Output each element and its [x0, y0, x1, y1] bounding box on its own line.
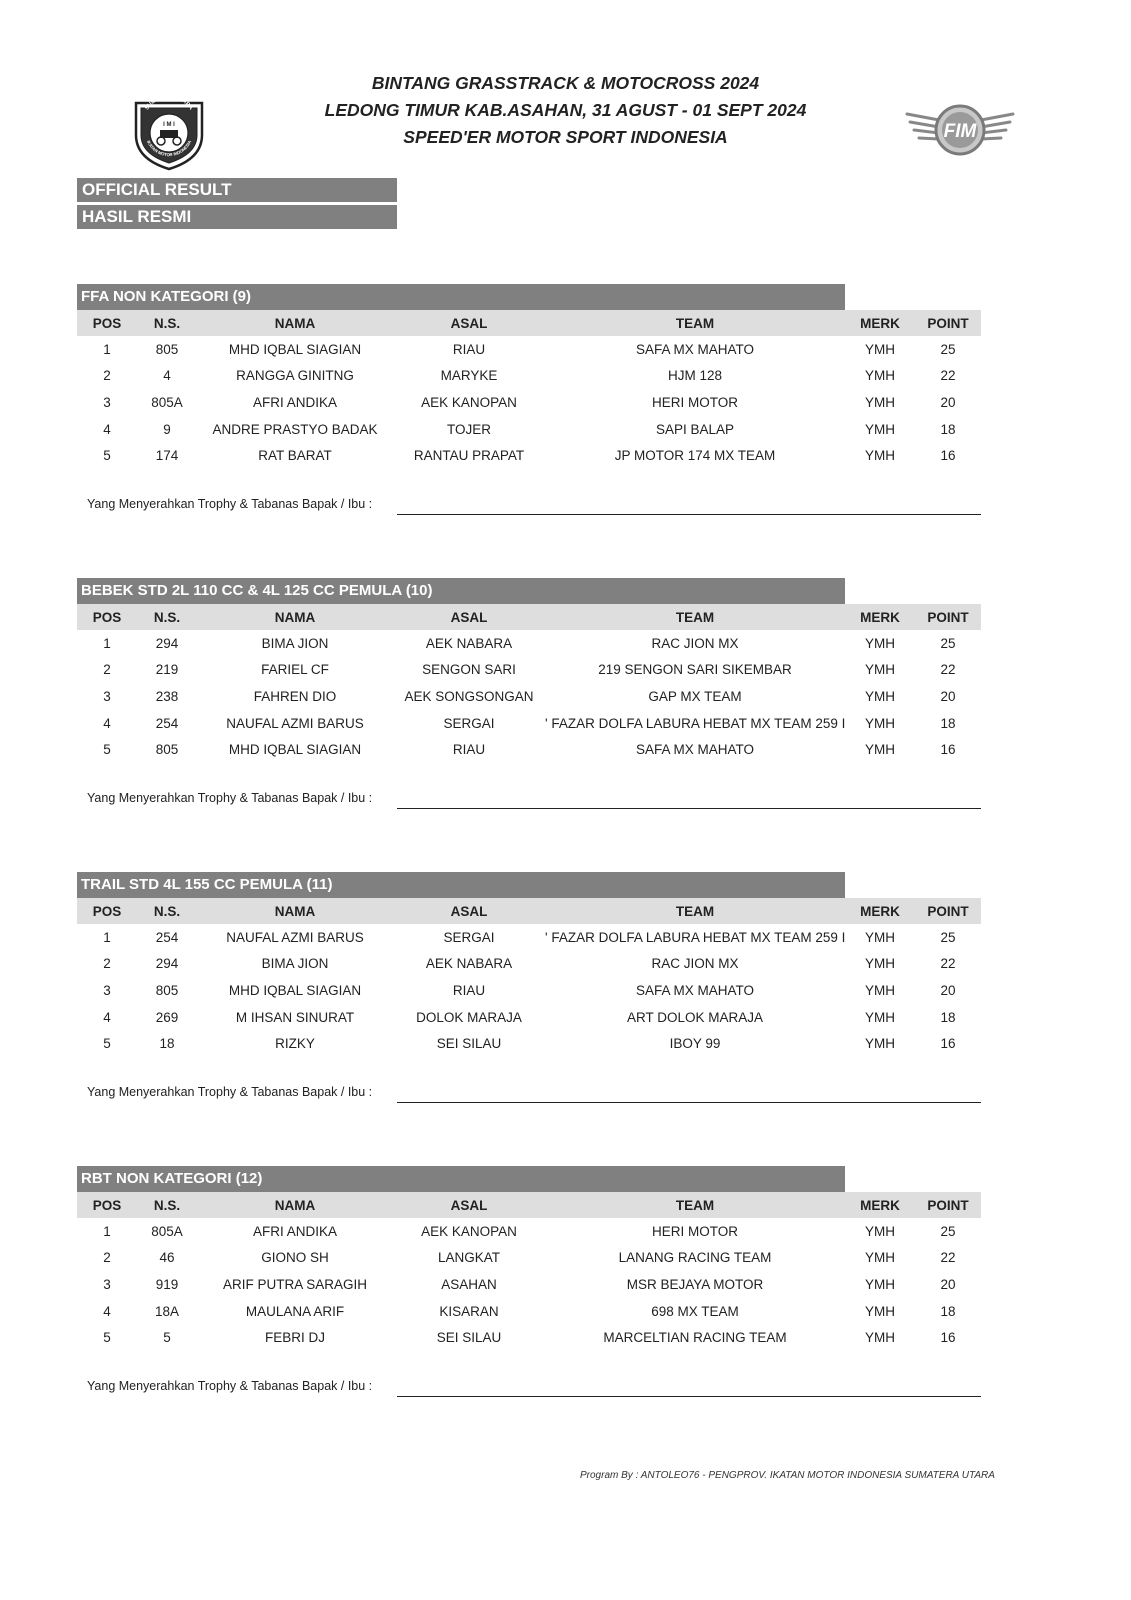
- cell-pos: 3: [103, 982, 111, 998]
- cell-nama: FAHREN DIO: [253, 688, 337, 704]
- cell-asal: MARYKE: [440, 368, 498, 384]
- cell-team: GAP MX TEAM: [648, 688, 742, 704]
- cell-ns: 254: [155, 715, 179, 731]
- cell-asal: KISARAN: [439, 1303, 499, 1319]
- hasil-resmi-label: HASIL RESMI: [77, 205, 397, 229]
- column-header-asal: ASAL: [393, 898, 545, 924]
- column-header-team: TEAM: [545, 1192, 845, 1218]
- cell-merk: YMH: [865, 929, 895, 945]
- cell-team: HJM 128: [667, 368, 723, 384]
- category-section: [77, 872, 981, 1105]
- cell-asal: AEK KANOPAN: [421, 1223, 517, 1239]
- cell-asal: AEK NABARA: [425, 956, 513, 972]
- cell-ns: 219: [155, 662, 179, 678]
- cell-pos: 1: [103, 341, 111, 357]
- category-section: [77, 1166, 981, 1399]
- cell-merk: YMH: [865, 341, 895, 357]
- logo-arc-bottom-text: IKATAN MOTOR INDONESIA: [145, 139, 193, 158]
- table-row: [77, 1004, 981, 1031]
- table-row: [77, 1271, 981, 1298]
- cell-pos: 5: [103, 448, 111, 464]
- fim-logo-icon: [905, 100, 1015, 162]
- event-location-date: LEDONG TIMUR KAB.ASAHAN, 31 AGUST - 01 SEPT 2024: [324, 100, 807, 120]
- imi-sumut-logo-icon: [130, 93, 208, 171]
- category-section: [77, 284, 981, 517]
- column-header-asal: ASAL: [393, 310, 545, 336]
- column-header-pos: POS: [77, 310, 137, 336]
- cell-asal: SERGAI: [443, 929, 495, 945]
- cell-nama: FEBRI DJ: [264, 1330, 325, 1346]
- column-header-merk: MERK: [845, 310, 915, 336]
- category-title: BEBEK STD 2L 110 CC & 4L 125 CC PEMULA (10): [77, 578, 845, 604]
- table-row: [77, 736, 981, 763]
- results-table: [77, 898, 981, 1057]
- cell-merk: YMH: [865, 662, 895, 678]
- column-header-point: POINT: [915, 1192, 981, 1218]
- cell-ns: 294: [155, 956, 179, 972]
- cell-point: 18: [940, 1009, 956, 1025]
- column-header-ns: N.S.: [137, 310, 197, 336]
- column-header-ns: N.S.: [137, 604, 197, 630]
- cell-merk: YMH: [865, 368, 895, 384]
- table-row: [77, 710, 981, 737]
- trophy-signature-line: [77, 493, 981, 517]
- logo-arc-top-text: SUMATERA UTARA: [144, 93, 194, 112]
- cell-asal: RANTAU PRAPAT: [413, 448, 525, 464]
- cell-ns: 254: [155, 929, 179, 945]
- cell-nama: RANGGA GINITNG: [236, 368, 354, 384]
- trophy-signature-line: [77, 1081, 981, 1105]
- cell-team: JP MOTOR 174 MX TEAM: [614, 448, 776, 464]
- cell-point: 16: [940, 1330, 956, 1346]
- cell-ns: 174: [155, 448, 179, 464]
- cell-point: 25: [940, 1223, 956, 1239]
- results-table: [77, 604, 981, 763]
- cell-asal: AEK KANOPAN: [421, 394, 517, 410]
- cell-point: 18: [940, 421, 956, 437]
- table-header-row: [77, 604, 981, 630]
- category-section: [77, 578, 981, 811]
- cell-nama: GIONO SH: [261, 1250, 329, 1266]
- cell-asal: AEK NABARA: [425, 635, 513, 651]
- cell-ns: 294: [155, 635, 179, 651]
- cell-point: 22: [940, 956, 956, 972]
- cell-team: RAC JION MX: [651, 956, 739, 972]
- cell-team: IBOY 99: [669, 1036, 721, 1052]
- category-title: FFA NON KATEGORI (9): [77, 284, 845, 310]
- cell-merk: YMH: [865, 1036, 895, 1052]
- event-organizer: SPEED'ER MOTOR SPORT INDONESIA: [403, 127, 728, 147]
- table-row: [77, 336, 981, 363]
- cell-ns: 5: [163, 1330, 171, 1346]
- cell-merk: YMH: [865, 1303, 895, 1319]
- cell-merk: YMH: [865, 956, 895, 972]
- cell-pos: 5: [103, 1036, 111, 1052]
- cell-nama: FARIEL CF: [261, 662, 329, 678]
- cell-merk: YMH: [865, 982, 895, 998]
- cell-point: 22: [940, 368, 956, 384]
- cell-pos: 4: [103, 421, 111, 437]
- table-row: [77, 1030, 981, 1057]
- cell-pos: 2: [103, 662, 111, 678]
- cell-point: 22: [940, 1250, 956, 1266]
- cell-asal: RIAU: [452, 982, 486, 998]
- cell-merk: YMH: [865, 448, 895, 464]
- cell-team: SAFA MX MAHATO: [635, 341, 755, 357]
- results-table: [77, 310, 981, 469]
- category-title: RBT NON KATEGORI (12): [77, 1166, 845, 1192]
- cell-pos: 3: [103, 1276, 111, 1292]
- cell-ns: 805A: [151, 394, 183, 410]
- cell-pos: 4: [103, 1009, 111, 1025]
- cell-ns: 805: [155, 982, 179, 998]
- cell-nama: MHD IQBAL SIAGIAN: [228, 341, 362, 357]
- column-header-asal: ASAL: [393, 604, 545, 630]
- column-header-ns: N.S.: [137, 898, 197, 924]
- cell-point: 25: [940, 635, 956, 651]
- cell-pos: 1: [103, 1223, 111, 1239]
- trophy-label: Yang Menyerahkan Trophy & Tabanas Bapak / Ibu :: [87, 1378, 373, 1393]
- column-header-nama: NAMA: [197, 604, 393, 630]
- cell-pos: 4: [103, 1303, 111, 1319]
- column-header-nama: NAMA: [197, 898, 393, 924]
- trophy-signature-line: [77, 1375, 981, 1399]
- column-header-pos: POS: [77, 898, 137, 924]
- cell-pos: 2: [103, 1250, 111, 1266]
- cell-point: 16: [940, 742, 956, 758]
- cell-team: ' FAZAR DOLFA LABURA HEBAT MX TEAM 259 I: [545, 929, 845, 945]
- cell-team: SAFA MX MAHATO: [635, 982, 755, 998]
- trophy-label: Yang Menyerahkan Trophy & Tabanas Bapak / Ibu :: [87, 790, 373, 805]
- column-header-point: POINT: [915, 898, 981, 924]
- table-header-row: [77, 1192, 981, 1218]
- cell-team: SAPI BALAP: [655, 421, 735, 437]
- cell-asal: SENGON SARI: [422, 662, 516, 678]
- cell-merk: YMH: [865, 1276, 895, 1292]
- cell-nama: MHD IQBAL SIAGIAN: [228, 982, 362, 998]
- cell-pos: 1: [103, 635, 111, 651]
- table-row: [77, 442, 981, 469]
- cell-ns: 18A: [154, 1303, 180, 1319]
- table-row: [77, 977, 981, 1004]
- cell-merk: YMH: [865, 1009, 895, 1025]
- cell-nama: ARIF PUTRA SARAGIH: [222, 1276, 368, 1292]
- cell-asal: LANGKAT: [437, 1250, 500, 1266]
- cell-pos: 2: [103, 368, 111, 384]
- cell-asal: SERGAI: [443, 715, 495, 731]
- cell-ns: 9: [163, 421, 171, 437]
- table-row: [77, 389, 981, 416]
- column-header-merk: MERK: [845, 604, 915, 630]
- cell-nama: AFRI ANDIKA: [252, 1223, 338, 1239]
- cell-point: 18: [940, 715, 956, 731]
- results-table: [77, 1192, 981, 1351]
- cell-merk: YMH: [865, 688, 895, 704]
- column-header-pos: POS: [77, 1192, 137, 1218]
- cell-nama: ANDRE PRASTYO BADAK: [212, 421, 378, 437]
- cell-ns: 805A: [151, 1223, 183, 1239]
- cell-pos: 1: [103, 929, 111, 945]
- cell-nama: BIMA JION: [261, 635, 329, 651]
- cell-asal: RIAU: [452, 341, 486, 357]
- cell-merk: YMH: [865, 421, 895, 437]
- cell-ns: 4: [163, 368, 171, 384]
- cell-pos: 4: [103, 715, 111, 731]
- column-header-team: TEAM: [545, 310, 845, 336]
- cell-point: 16: [940, 448, 956, 464]
- cell-merk: YMH: [865, 1330, 895, 1346]
- column-header-asal: ASAL: [393, 1192, 545, 1218]
- cell-pos: 2: [103, 956, 111, 972]
- footer-credit: Program By : ANTOLEO76 - PENGPROV. IKATAN MOTOR INDONESIA SUMATERA UTARA: [580, 1470, 995, 1481]
- table-row: [77, 416, 981, 443]
- cell-point: 16: [940, 1036, 956, 1052]
- cell-team: ' FAZAR DOLFA LABURA HEBAT MX TEAM 259 I: [545, 715, 845, 731]
- signature-underline: [397, 514, 981, 515]
- column-header-point: POINT: [915, 604, 981, 630]
- cell-pos: 5: [103, 742, 111, 758]
- trophy-label: Yang Menyerahkan Trophy & Tabanas Bapak / Ibu :: [87, 1084, 373, 1099]
- cell-ns: 805: [155, 742, 179, 758]
- cell-team: MSR BEJAYA MOTOR: [626, 1276, 764, 1292]
- official-result-label: OFFICIAL RESULT: [77, 178, 397, 202]
- column-header-pos: POS: [77, 604, 137, 630]
- cell-merk: YMH: [865, 1223, 895, 1239]
- cell-asal: AEK SONGSONGAN: [404, 688, 534, 704]
- cell-nama: NAUFAL AZMI BARUS: [226, 715, 364, 731]
- table-row: [77, 1324, 981, 1351]
- table-header-row: [77, 310, 981, 336]
- cell-point: 22: [940, 662, 956, 678]
- signature-underline: [397, 1102, 981, 1103]
- cell-nama: BIMA JION: [261, 956, 329, 972]
- cell-pos: 5: [103, 1330, 111, 1346]
- category-title: TRAIL STD 4L 155 CC PEMULA (11): [77, 872, 845, 898]
- cell-point: 18: [940, 1303, 956, 1319]
- column-header-nama: NAMA: [197, 310, 393, 336]
- cell-team: LANANG RACING TEAM: [618, 1250, 772, 1266]
- cell-merk: YMH: [865, 394, 895, 410]
- column-header-merk: MERK: [845, 898, 915, 924]
- cell-nama: RAT BARAT: [258, 448, 332, 464]
- cell-merk: YMH: [865, 1250, 895, 1266]
- cell-asal: DOLOK MARAJA: [416, 1009, 522, 1025]
- cell-ns: 46: [159, 1250, 175, 1266]
- table-row: [77, 1218, 981, 1245]
- table-row: [77, 951, 981, 978]
- trophy-label: Yang Menyerahkan Trophy & Tabanas Bapak / Ibu :: [87, 496, 373, 511]
- table-row: [77, 657, 981, 684]
- table-row: [77, 924, 981, 951]
- cell-team: 698 MX TEAM: [651, 1303, 739, 1319]
- cell-ns: 238: [155, 688, 179, 704]
- table-row: [77, 683, 981, 710]
- cell-asal: SEI SILAU: [436, 1036, 502, 1052]
- cell-nama: NAUFAL AZMI BARUS: [226, 929, 364, 945]
- cell-team: ART DOLOK MARAJA: [626, 1009, 764, 1025]
- cell-team: HERI MOTOR: [651, 394, 738, 410]
- cell-ns: 805: [155, 341, 179, 357]
- cell-team: RAC JION MX: [651, 635, 739, 651]
- cell-point: 25: [940, 929, 956, 945]
- event-title: BINTANG GRASSTRACK & MOTOCROSS 2024: [371, 73, 760, 93]
- official-result-labels: [77, 178, 397, 232]
- cell-team: 219 SENGON SARI SIKEMBAR: [598, 662, 792, 678]
- column-header-merk: MERK: [845, 1192, 915, 1218]
- cell-merk: YMH: [865, 742, 895, 758]
- logo-letters: I M I: [163, 122, 175, 128]
- cell-point: 20: [940, 688, 956, 704]
- cell-nama: RIZKY: [275, 1036, 315, 1052]
- cell-merk: YMH: [865, 715, 895, 731]
- cell-pos: 3: [103, 688, 111, 704]
- cell-pos: 3: [103, 394, 111, 410]
- cell-nama: MAULANA ARIF: [245, 1303, 345, 1319]
- cell-team: HERI MOTOR: [651, 1223, 738, 1239]
- cell-asal: ASAHAN: [441, 1276, 497, 1292]
- cell-asal: RIAU: [452, 742, 486, 758]
- table-header-row: [77, 898, 981, 924]
- cell-merk: YMH: [865, 635, 895, 651]
- table-row: [77, 1245, 981, 1272]
- cell-ns: 269: [155, 1009, 179, 1025]
- column-header-team: TEAM: [545, 604, 845, 630]
- cell-point: 25: [940, 341, 956, 357]
- cell-nama: AFRI ANDIKA: [252, 394, 338, 410]
- column-header-team: TEAM: [545, 898, 845, 924]
- cell-nama: MHD IQBAL SIAGIAN: [228, 742, 362, 758]
- cell-asal: SEI SILAU: [436, 1330, 502, 1346]
- cell-nama: M IHSAN SINURAT: [235, 1009, 355, 1025]
- cell-point: 20: [940, 982, 956, 998]
- cell-team: SAFA MX MAHATO: [635, 742, 755, 758]
- cell-point: 20: [940, 394, 956, 410]
- signature-underline: [397, 1396, 981, 1397]
- cell-asal: TOJER: [446, 421, 491, 437]
- cell-team: MARCELTIAN RACING TEAM: [603, 1330, 787, 1346]
- column-header-point: POINT: [915, 310, 981, 336]
- trophy-signature-line: [77, 787, 981, 811]
- cell-ns: 18: [159, 1036, 175, 1052]
- signature-underline: [397, 808, 981, 809]
- cell-point: 20: [940, 1276, 956, 1292]
- table-row: [77, 630, 981, 657]
- table-row: [77, 363, 981, 390]
- column-header-nama: NAMA: [197, 1192, 393, 1218]
- cell-ns: 919: [155, 1276, 179, 1292]
- table-row: [77, 1298, 981, 1325]
- fim-logo-text: FIM: [943, 121, 977, 142]
- column-header-ns: N.S.: [137, 1192, 197, 1218]
